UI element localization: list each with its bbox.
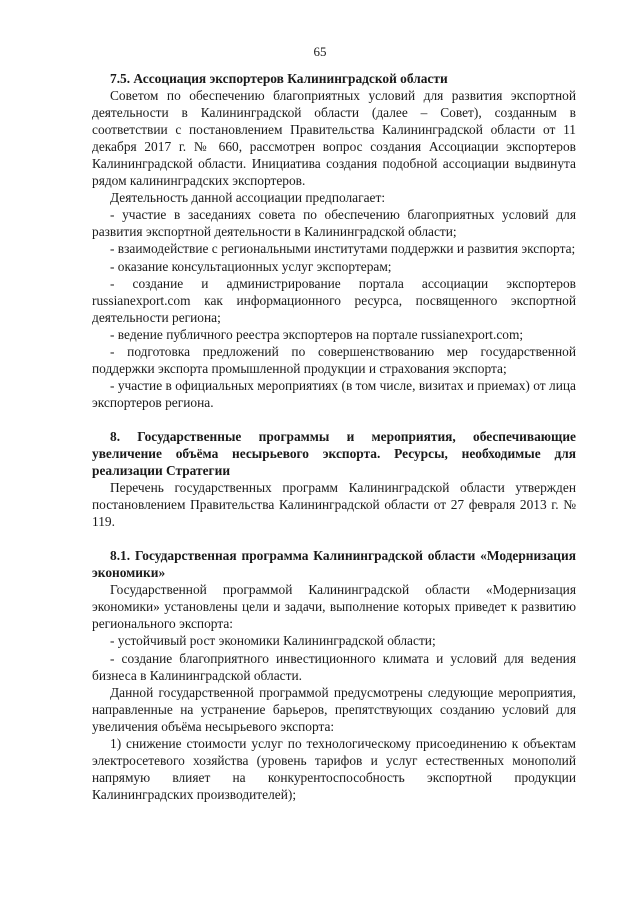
list-item: - создание и администрирование портала ассоциации экспортеров russianexport.com как информационного ресурса, посвященного экспортной деятельности региона; — [92, 275, 576, 325]
list-item: - подготовка предложений по совершенствованию мер государственной поддержки экспорта промышленной продукции и страхования экспорта; — [92, 343, 576, 376]
list-item: - взаимодействие с региональными институтами поддержки и развития экспорта; — [110, 241, 576, 257]
list-item: - участие в заседаниях совета по обеспечению благоприятных условий для развития экспортной деятельности в Калининградской области; — [92, 207, 576, 240]
paragraph: Данной государственной программой предусмотрены следующие мероприятия, направленные на устранение барьеров, препятствующих созданию условий для увеличения объёма несырьевого экспорта: — [92, 684, 576, 734]
list-item: - участие в официальных мероприятиях (в том числе, визитах и приемах) от лица экспортеров региона. — [92, 377, 576, 410]
paragraph: Деятельность данной ассоциации предполагает: — [110, 190, 386, 206]
spacer — [92, 411, 576, 428]
section-heading-7-5: 7.5. Ассоциация экспортеров Калининградской области — [110, 71, 448, 86]
paragraph: 1) снижение стоимости услуг по технологическому присоединению к объектам электросетевого хозяйства (уровень тарифов и услуг естественных монополий напрямую влияет на конкурентоспособность экспортной продукции Калининградских производителей); — [92, 735, 576, 802]
section-heading-8-1: 8.1. Государственная программа Калининградской области «Модернизация экономики» — [92, 548, 576, 581]
paragraph: Государственной программой Калининградской области «Модернизация экономики» установлены цели и задачи, выполнение которых приведет к развитию регионального экспорта: — [92, 582, 576, 632]
list-item: - оказание консультационных услуг экспортерам; — [110, 258, 392, 274]
list-item: - создание благоприятного инвестиционного климата и условий для ведения бизнеса в Калининградской области. — [92, 650, 576, 683]
paragraph: Советом по обеспечению благоприятных условий для развития экспортной деятельности в Калининградской области (далее – Совет), созданным в соответствии с постановлением Правительства Калининградской области от 11 декабря 2017 г. № 660, рассмотрен вопрос создания Ассоциации экспортеров Калининградской области. Инициатива создания подобной ассоциации выдвинута рядом калининградских экспортеров. — [92, 88, 576, 189]
page-number: 65 — [313, 44, 327, 59]
document-body — [92, 70, 576, 803]
paragraph: Перечень государственных программ Калининградской области утвержден постановлением Правительства Калининградской области от 27 февраля 2013 г. № 119. — [92, 480, 576, 530]
section-heading-8: 8. Государственные программы и мероприятия, обеспечивающие увеличение объёма несырьевого экспорта. Ресурсы, необходимые для реализации Стратегии — [92, 428, 576, 479]
list-item: - ведение публичного реестра экспортеров на портале russianexport.com; — [110, 326, 524, 342]
list-item: - устойчивый рост экономики Калининградской области; — [110, 633, 436, 649]
spacer — [92, 530, 576, 547]
